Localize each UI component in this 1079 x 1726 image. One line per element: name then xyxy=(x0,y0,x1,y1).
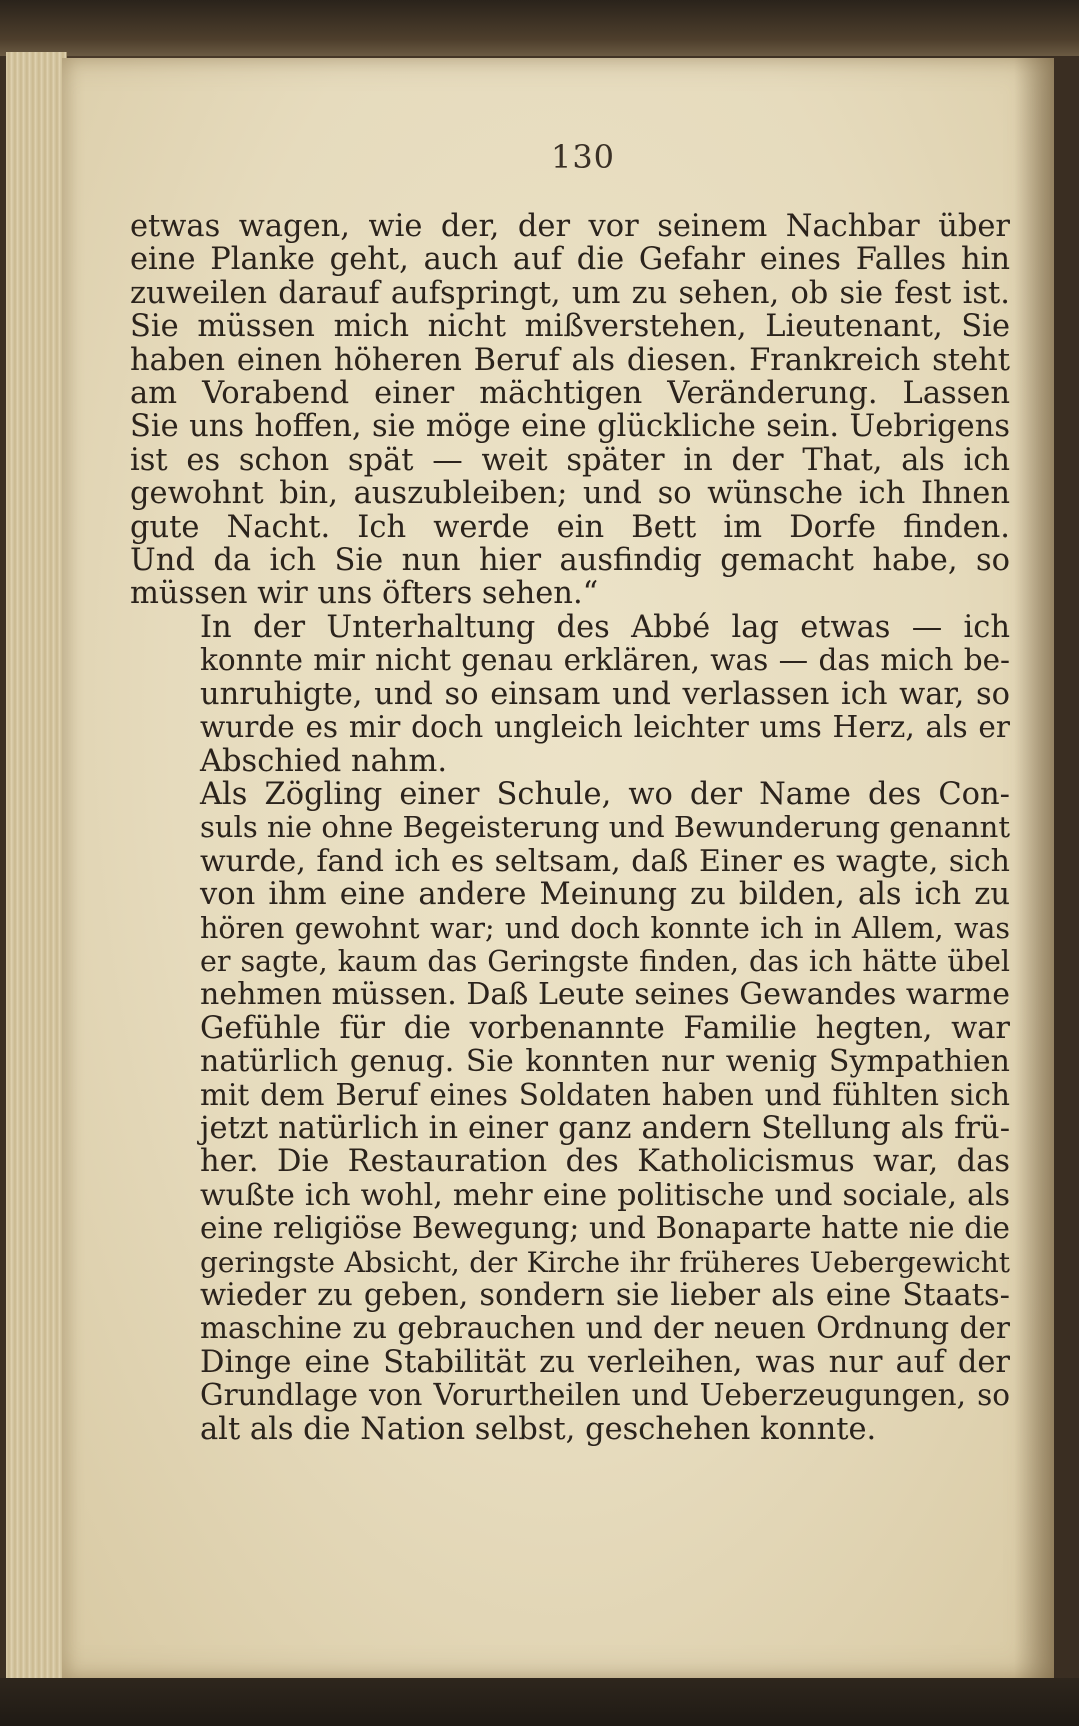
text-line: müssen wir uns öfters sehen.“ xyxy=(130,576,599,612)
page-number: 130 xyxy=(550,138,616,176)
text-line: Sie müssen mich nicht mißverstehen, Lieutenant, Sie xyxy=(130,309,1010,345)
paragraph xyxy=(130,778,1010,1446)
text-line: wurde, fand ich es seltsam, daß Einer es wagte, sich xyxy=(200,843,1010,879)
text-line: hören gewohnt war; und doch konnte ich in Allem, was xyxy=(200,911,1010,945)
text-line: suls nie ohne Begeisterung und Bewunderung genannt xyxy=(200,810,1010,845)
text-line: nehmen müssen. Daß Leute seines Gewandes warme xyxy=(200,977,1010,1013)
text-line: er sagte, kaum das Geringste finden, das ich hätte übel xyxy=(200,944,1010,978)
book-bottom-edge xyxy=(0,1678,1079,1726)
text-line: haben einen höheren Beruf als diesen. Frankreich steht xyxy=(130,342,1010,378)
paragraph xyxy=(130,210,1010,611)
text-line: gute Nacht. Ich werde ein Bett im Dorfe finden. xyxy=(130,509,1010,545)
text-line: unruhigte, und so einsam und verlassen ich war, so xyxy=(200,676,1010,712)
text-line: Sie uns hoffen, sie möge eine glückliche sein. Uebrigens xyxy=(130,409,1010,445)
text-line: gewohnt bin, auszubleiben; und so wünsche ich Ihnen xyxy=(130,476,1010,512)
text-line: etwas wagen, wie der, der vor seinem Nachbar über xyxy=(130,209,1010,244)
text-line: wieder zu geben, sondern sie lieber als eine Staats- xyxy=(200,1278,1010,1313)
text-line: eine religiöse Bewegung; und Bonaparte hatte nie die xyxy=(200,1211,1010,1246)
text-line: In der Unterhaltung des Abbé lag etwas — ich xyxy=(200,609,1010,645)
book-top-edge xyxy=(0,0,1079,56)
text-line: alt als die Nation selbst, geschehen konnte. xyxy=(200,1411,877,1447)
page-edges xyxy=(6,52,67,1692)
text-line: zuweilen darauf aufspringt, um zu sehen, ob sie fest ist. xyxy=(130,275,1010,311)
text-line: konnte mir nicht genau erklären, was — das mich be- xyxy=(200,643,1010,678)
text-line: natürlich genug. Sie konnten nur wenig Sympathien xyxy=(200,1044,1010,1080)
text-line: Gefühle für die vorbenannte Familie hegten, war xyxy=(200,1010,1010,1046)
body-text xyxy=(130,210,1010,1446)
text-line: Abschied nahm. xyxy=(200,743,448,779)
text-line: mit dem Beruf eines Soldaten haben und fühlten sich xyxy=(200,1077,1010,1112)
text-line: ist es schon spät — weit später in der That, als ich xyxy=(130,442,1010,478)
text-line: Dinge eine Stabilität zu verleihen, was nur auf der xyxy=(200,1344,1010,1380)
text-line: maschine zu gebrauchen und der neuen Ordnung der xyxy=(200,1311,1010,1346)
text-line: Und da ich Sie nun hier ausfindig gemacht habe, so xyxy=(130,543,1010,579)
text-line: von ihm eine andere Meinung zu bilden, als ich zu xyxy=(200,877,1010,913)
text-line: Als Zögling einer Schule, wo der Name des Con- xyxy=(200,776,1010,812)
text-line: geringste Absicht, der Kirche ihr früheres Uebergewicht xyxy=(200,1245,1010,1279)
text-line: wurde es mir doch ungleich leichter ums Herz, als er xyxy=(200,710,1010,745)
paragraph xyxy=(130,611,1010,778)
text-line: am Vorabend einer mächtigen Veränderung. Lassen xyxy=(130,376,1010,412)
spine-shadow xyxy=(1014,58,1054,1678)
text-line: eine Planke geht, auch auf die Gefahr eines Falles hin xyxy=(130,242,1010,278)
text-line: jetzt natürlich in einer ganz andern Stellung als frü- xyxy=(200,1110,1010,1146)
text-line: Grundlage von Vorurtheilen und Ueberzeugungen, so xyxy=(200,1378,1010,1413)
text-line: her. Die Restauration des Katholicismus war, das xyxy=(200,1144,1010,1180)
text-line: wußte ich wohl, mehr eine politische und sociale, als xyxy=(200,1177,1010,1213)
